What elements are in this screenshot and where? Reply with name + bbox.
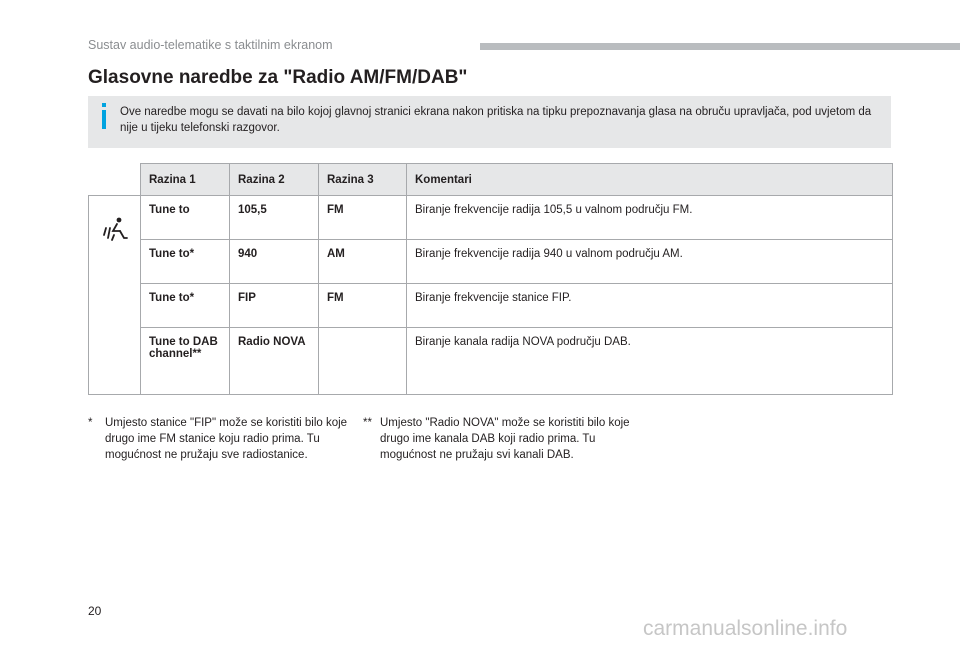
voice-icon-cell	[89, 196, 141, 395]
table-row	[89, 240, 893, 284]
row-1-comment: Biranje frekvencije radija 105,5 u valnom području FM.	[407, 196, 893, 240]
header-corner	[89, 164, 141, 196]
row-2-comment: Biranje frekvencije radija 940 u valnom području AM.	[407, 240, 893, 284]
row-4-comment: Biranje kanala radija NOVA području DAB.	[407, 328, 893, 395]
footnote-marker: *	[88, 417, 93, 429]
page-title: Glasovne naredbe za "Radio AM/FM/DAB"	[88, 67, 468, 88]
table-row	[89, 284, 893, 328]
footnote-single-asterisk	[88, 415, 367, 463]
page-number: 20	[88, 604, 102, 618]
table-row	[89, 328, 893, 395]
row-2-level-3: AM	[319, 240, 407, 284]
row-3-level-2: FIP	[230, 284, 319, 328]
row-3-level-3: FM	[319, 284, 407, 328]
header-bar	[480, 43, 960, 50]
row-4-level-1: Tune to DAB channel**	[141, 328, 230, 395]
header-level-1: Razina 1	[141, 164, 230, 196]
header-level-2: Razina 2	[230, 164, 319, 196]
row-1-level-2: 105,5	[230, 196, 319, 240]
info-icon	[97, 103, 111, 129]
table-row	[89, 196, 893, 240]
row-2-level-1: Tune to*	[141, 240, 230, 284]
footnote-marker: **	[363, 417, 372, 429]
voice-commands-table	[88, 163, 893, 395]
info-box	[88, 96, 891, 148]
row-4-level-3	[319, 328, 407, 395]
footnote-double-asterisk	[363, 415, 642, 463]
row-3-comment: Biranje frekvencije stanice FIP.	[407, 284, 893, 328]
section-header: Sustav audio-telematike s taktilnim ekranom	[88, 38, 333, 52]
footnote-text: Umjesto "Radio NOVA" može se koristiti bilo koje drugo ime kanala DAB koji radio prima. Tu mogućnost ne pružaju svi kanali DAB.	[380, 417, 630, 461]
header-comments: Komentari	[407, 164, 893, 196]
info-text: Ove naredbe mogu se davati na bilo kojoj glavnoj stranici ekrana nakon pritiska na tipku prepoznavanja glasa na obruču upravljača, pod uvjetom da nije u tijeku telefonski razgovor.	[120, 106, 872, 134]
footnote-text: Umjesto stanice "FIP" može se koristiti bilo koje drugo ime FM stanice koju radio prima. Tu mogućnost ne pružaju sve radiostanice.	[105, 417, 348, 461]
row-1-level-1: Tune to	[141, 196, 230, 240]
watermark: carmanualsonline.info	[643, 617, 848, 640]
header-level-3: Razina 3	[319, 164, 407, 196]
table-header-row	[89, 164, 893, 196]
row-4-level-2: Radio NOVA	[230, 328, 319, 395]
row-2-level-2: 940	[230, 240, 319, 284]
row-3-level-1: Tune to*	[141, 284, 230, 328]
row-1-level-3: FM	[319, 196, 407, 240]
voice-command-icon	[102, 216, 128, 242]
